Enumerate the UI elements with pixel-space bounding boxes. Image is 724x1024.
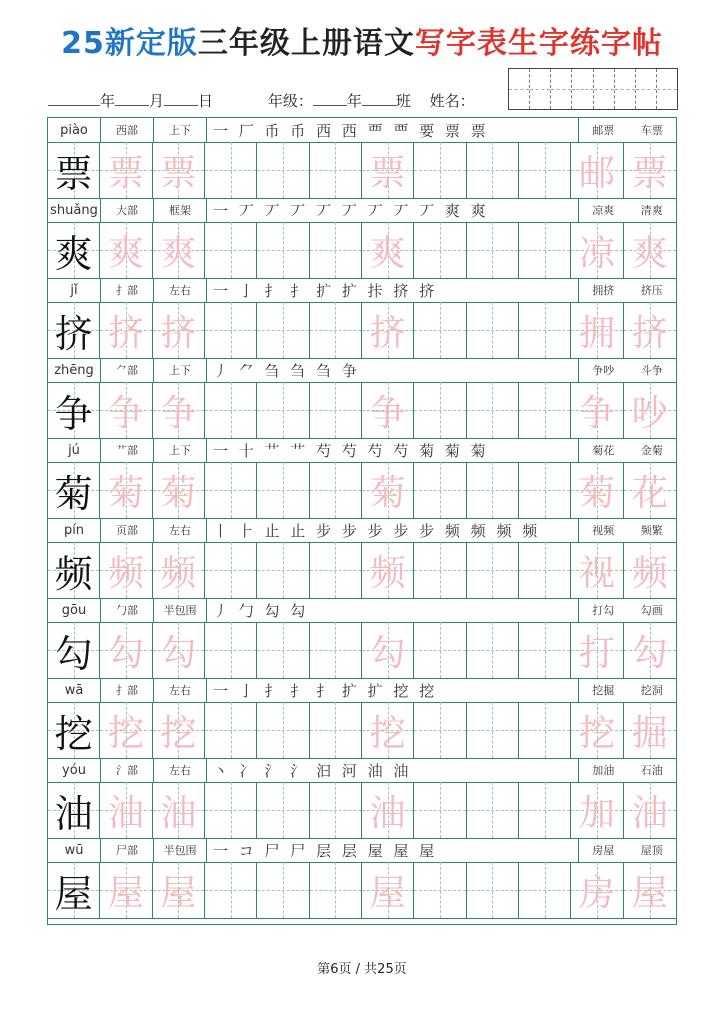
model-character: 油: [54, 791, 93, 836]
writing-cell[interactable]: [310, 862, 362, 918]
writing-row: [48, 302, 676, 359]
trace-word-char: 油: [631, 792, 668, 834]
trace-character: 票: [107, 152, 144, 194]
trace-character: 菊: [369, 472, 406, 514]
trace-word-char: 掘: [631, 712, 668, 754]
grade-blank[interactable]: [313, 91, 347, 106]
stroke-order: 一 十 艹 艹 芍 芍 芍 芍 菊 菊 菊: [207, 438, 579, 462]
writing-cell[interactable]: [519, 702, 571, 758]
writing-cell[interactable]: [257, 222, 309, 278]
trace-character: 油: [107, 792, 144, 834]
info-row: [48, 438, 676, 463]
model-cell: [48, 302, 100, 358]
writing-cell[interactable]: [467, 782, 519, 838]
writing-cell[interactable]: [519, 302, 571, 358]
writing-cell[interactable]: [467, 222, 519, 278]
example-word: 加油: [592, 764, 615, 777]
trace-cell[interactable]: [153, 542, 205, 598]
info-row: [48, 358, 676, 383]
structure: 上下: [154, 118, 207, 142]
year-label: 年: [100, 92, 116, 110]
example-word: 屋顶: [640, 844, 663, 857]
trace-word-char: 挤: [631, 312, 668, 354]
title-part-grade: 三年级上册语文: [197, 26, 415, 61]
trace-character: 争: [107, 392, 144, 434]
trace-cell[interactable]: [624, 622, 676, 678]
trace-cell[interactable]: [153, 862, 205, 918]
writing-cell[interactable]: [467, 382, 519, 438]
trace-character: 争: [160, 392, 197, 434]
model-character: 票: [54, 151, 93, 196]
stroke-order: 一 亅 扌 扌 扌 扩 扩 挖 挖: [207, 678, 579, 702]
info-row: [48, 198, 676, 223]
example-words: [579, 118, 676, 142]
trace-character: 票: [369, 152, 406, 194]
trace-character: 菊: [160, 472, 197, 514]
model-character: 争: [54, 391, 93, 436]
writing-cell[interactable]: [205, 222, 257, 278]
writing-cell[interactable]: [257, 622, 309, 678]
structure: 上下: [154, 438, 207, 462]
stroke-order: 丿 勹 勾 勾: [207, 598, 579, 622]
writing-cell[interactable]: [519, 862, 571, 918]
trace-character: 频: [369, 552, 406, 594]
trace-cell[interactable]: [624, 542, 676, 598]
month-label: 月: [149, 92, 165, 110]
writing-cell[interactable]: [414, 622, 466, 678]
pinyin: wū: [48, 838, 101, 862]
title-part-subject: 写字表生字练字帖: [414, 26, 663, 61]
trace-cell[interactable]: [624, 302, 676, 358]
trace-cell[interactable]: [362, 782, 414, 838]
pinyin: shuǎng: [48, 198, 101, 222]
trace-word-char: 房: [578, 872, 615, 914]
trace-character: 油: [160, 792, 197, 834]
info-row: [48, 118, 676, 143]
writing-cell[interactable]: [467, 622, 519, 678]
example-word: 菊花: [592, 444, 615, 457]
trace-cell[interactable]: [100, 622, 152, 678]
example-word: 挖掘: [592, 684, 615, 697]
trace-cell[interactable]: [100, 382, 152, 438]
radical: 氵部: [101, 758, 154, 782]
example-words: [579, 678, 676, 702]
example-words: [579, 278, 676, 302]
radical: 艹部: [101, 438, 154, 462]
example-words: [579, 598, 676, 622]
example-words: [579, 198, 676, 222]
trace-cell[interactable]: [153, 462, 205, 518]
writing-row: [48, 542, 676, 599]
example-word: 斗争: [640, 364, 663, 377]
writing-cell[interactable]: [257, 782, 309, 838]
trace-cell[interactable]: [362, 302, 414, 358]
trace-character: 挤: [369, 312, 406, 354]
example-word: 频繁: [640, 524, 663, 537]
stroke-order: 一 丆 丆 丆 丆 丆 丆 丆 丆 爽 爽: [207, 198, 579, 222]
writing-cell[interactable]: [414, 782, 466, 838]
radical: 大部: [101, 198, 154, 222]
model-cell: [48, 462, 100, 518]
writing-cell[interactable]: [257, 382, 309, 438]
trace-character: 挖: [107, 712, 144, 754]
trace-cell[interactable]: [624, 222, 676, 278]
trace-cell[interactable]: [153, 222, 205, 278]
model-cell: [48, 142, 100, 198]
writing-cell[interactable]: [310, 302, 362, 358]
trace-character: 勾: [369, 632, 406, 674]
trace-word-char: 凉: [578, 232, 615, 274]
radical: 扌部: [101, 678, 154, 702]
month-blank[interactable]: [115, 91, 149, 106]
pinyin: zhēng: [48, 358, 101, 382]
writing-cell[interactable]: [257, 702, 309, 758]
writing-cell[interactable]: [205, 782, 257, 838]
writing-cell[interactable]: [257, 142, 309, 198]
model-character: 爽: [54, 231, 93, 276]
trace-cell[interactable]: [153, 702, 205, 758]
pinyin: piào: [48, 118, 101, 142]
radical: 勹部: [101, 598, 154, 622]
year-blank[interactable]: [48, 91, 100, 106]
trace-word-char: 票: [631, 152, 668, 194]
trace-cell[interactable]: [153, 382, 205, 438]
info-line: [48, 90, 508, 111]
writing-cell[interactable]: [310, 142, 362, 198]
page-title: [0, 18, 724, 62]
trace-cell[interactable]: [153, 302, 205, 358]
example-words: [579, 838, 676, 862]
example-word: 凉爽: [592, 204, 615, 217]
writing-cell[interactable]: [205, 142, 257, 198]
trace-cell[interactable]: [624, 462, 676, 518]
writing-cell[interactable]: [310, 462, 362, 518]
model-character: 菊: [54, 471, 93, 516]
writing-cell[interactable]: [257, 862, 309, 918]
trace-character: 爽: [369, 232, 406, 274]
writing-cell[interactable]: [414, 862, 466, 918]
stroke-order: 一 厂 币 币 西 西 覀 覀 要 票 票: [207, 118, 579, 142]
title-part-edition: 25新定版: [61, 26, 198, 61]
stroke-order: 丿 ⺈ 刍 刍 刍 争: [207, 358, 579, 382]
trace-cell[interactable]: [362, 622, 414, 678]
trace-word-char: 爽: [631, 232, 668, 274]
writing-cell[interactable]: [519, 782, 571, 838]
trace-cell[interactable]: [100, 222, 152, 278]
structure: 上下: [154, 358, 207, 382]
info-row: [48, 678, 676, 703]
example-word: 挖洞: [640, 684, 663, 697]
example-word: 勾画: [640, 604, 663, 617]
structure: 左右: [154, 518, 207, 542]
trace-cell[interactable]: [571, 622, 623, 678]
trace-cell[interactable]: [153, 622, 205, 678]
radical: 扌部: [101, 278, 154, 302]
trace-character: 勾: [160, 632, 197, 674]
example-word: 清爽: [640, 204, 663, 217]
trace-character: 爽: [160, 232, 197, 274]
trace-cell[interactable]: [100, 782, 152, 838]
structure: 框架: [154, 198, 207, 222]
trace-character: 挤: [160, 312, 197, 354]
writing-row: [48, 702, 676, 759]
writing-cell[interactable]: [310, 622, 362, 678]
writing-row: [48, 622, 676, 679]
trace-character: 频: [107, 552, 144, 594]
trace-cell[interactable]: [100, 702, 152, 758]
writing-cell[interactable]: [467, 142, 519, 198]
example-word: 拥挤: [592, 284, 615, 297]
structure: 左右: [154, 278, 207, 302]
trace-word-char: 菊: [578, 472, 615, 514]
writing-cell[interactable]: [414, 542, 466, 598]
writing-cell[interactable]: [414, 222, 466, 278]
model-cell: [48, 782, 100, 838]
trace-cell[interactable]: [571, 782, 623, 838]
practice-sheet: [47, 117, 677, 925]
model-cell: [48, 542, 100, 598]
day-blank[interactable]: [164, 91, 198, 106]
structure: 左右: [154, 758, 207, 782]
trace-word-char: 勾: [631, 632, 668, 674]
trace-word-char: 花: [631, 472, 668, 514]
model-character: 勾: [54, 631, 93, 676]
trace-word-char: 邮: [578, 152, 615, 194]
trace-cell[interactable]: [571, 862, 623, 918]
pinyin: yóu: [48, 758, 101, 782]
radical: 尸部: [101, 838, 154, 862]
writing-row: [48, 782, 676, 839]
writing-cell[interactable]: [414, 462, 466, 518]
writing-cell[interactable]: [310, 542, 362, 598]
writing-cell[interactable]: [467, 462, 519, 518]
trace-cell[interactable]: [100, 142, 152, 198]
example-words: [579, 438, 676, 462]
info-row: [48, 278, 676, 303]
trace-word-char: 屋: [631, 872, 668, 914]
page-footer: 第6页 / 共25页: [317, 962, 407, 977]
name-writing-grid[interactable]: [508, 68, 678, 110]
info-row: [48, 598, 676, 623]
trace-cell[interactable]: [100, 862, 152, 918]
trace-cell[interactable]: [362, 382, 414, 438]
writing-cell[interactable]: [310, 222, 362, 278]
writing-cell[interactable]: [257, 542, 309, 598]
trace-cell[interactable]: [571, 702, 623, 758]
example-word: 房屋: [592, 844, 615, 857]
writing-cell[interactable]: [205, 302, 257, 358]
writing-row: [48, 862, 676, 919]
writing-cell[interactable]: [519, 142, 571, 198]
writing-cell[interactable]: [519, 222, 571, 278]
trace-cell[interactable]: [362, 702, 414, 758]
writing-cell[interactable]: [205, 862, 257, 918]
trace-word-char: 拥: [578, 312, 615, 354]
pinyin: pín: [48, 518, 101, 542]
trace-character: 屋: [107, 872, 144, 914]
example-words: [579, 758, 676, 782]
grade-year-label: 年: [346, 92, 362, 110]
example-words: [579, 518, 676, 542]
writing-cell[interactable]: [310, 382, 362, 438]
example-words: [579, 358, 676, 382]
stroke-order: 丨 ⺊ 止 止 步 步 步 步 步 频 频 频 频: [207, 518, 579, 542]
trace-cell[interactable]: [571, 382, 623, 438]
trace-cell[interactable]: [362, 222, 414, 278]
pinyin: gōu: [48, 598, 101, 622]
trace-word-char: 频: [631, 552, 668, 594]
trace-cell[interactable]: [362, 542, 414, 598]
model-cell: [48, 862, 100, 918]
example-word: 车票: [640, 124, 663, 137]
writing-cell[interactable]: [414, 702, 466, 758]
model-character: 挖: [54, 711, 93, 756]
model-character: 挤: [54, 311, 93, 356]
stroke-order: 丶 冫 氵 氵 汩 河 油 油: [207, 758, 579, 782]
trace-word-char: 吵: [631, 392, 668, 434]
trace-cell[interactable]: [571, 222, 623, 278]
trace-cell[interactable]: [100, 462, 152, 518]
example-word: 石油: [640, 764, 663, 777]
trace-character: 油: [369, 792, 406, 834]
writing-cell[interactable]: [205, 702, 257, 758]
day-label: 日: [198, 92, 214, 110]
writing-row: [48, 142, 676, 199]
structure: 半包围: [154, 598, 207, 622]
class-blank[interactable]: [362, 91, 396, 106]
trace-cell[interactable]: [100, 302, 152, 358]
structure: 半包围: [154, 838, 207, 862]
model-cell: [48, 222, 100, 278]
trace-cell[interactable]: [624, 382, 676, 438]
structure: 左右: [154, 678, 207, 702]
writing-row: [48, 382, 676, 439]
trace-cell[interactable]: [624, 782, 676, 838]
trace-character: 屋: [160, 872, 197, 914]
trace-cell[interactable]: [624, 862, 676, 918]
writing-row: [48, 222, 676, 279]
writing-cell[interactable]: [519, 622, 571, 678]
trace-cell[interactable]: [571, 542, 623, 598]
trace-cell[interactable]: [571, 142, 623, 198]
trace-character: 挖: [369, 712, 406, 754]
writing-cell[interactable]: [467, 702, 519, 758]
writing-cell[interactable]: [257, 302, 309, 358]
writing-cell[interactable]: [205, 542, 257, 598]
trace-word-char: 加: [578, 792, 615, 834]
trace-character: 屋: [369, 872, 406, 914]
stroke-order: 一 コ 尸 尸 层 层 屋 屋 屋: [207, 838, 579, 862]
trace-cell[interactable]: [571, 462, 623, 518]
info-row: [48, 758, 676, 783]
name-label: 姓名：: [429, 92, 475, 110]
trace-word-char: 打: [578, 632, 615, 674]
trace-cell[interactable]: [153, 142, 205, 198]
model-cell: [48, 622, 100, 678]
trace-cell[interactable]: [362, 142, 414, 198]
trace-character: 挖: [160, 712, 197, 754]
writing-cell[interactable]: [467, 302, 519, 358]
trace-character: 挤: [107, 312, 144, 354]
example-word: 挤压: [640, 284, 663, 297]
example-word: 打勾: [592, 604, 615, 617]
example-word: 争吵: [592, 364, 615, 377]
info-row: [48, 838, 676, 863]
trace-cell[interactable]: [624, 142, 676, 198]
trace-word-char: 争: [578, 392, 615, 434]
model-cell: [48, 382, 100, 438]
writing-row: [48, 462, 676, 519]
model-character: 屋: [54, 871, 93, 916]
trace-character: 爽: [107, 232, 144, 274]
trace-character: 菊: [107, 472, 144, 514]
writing-cell[interactable]: [467, 862, 519, 918]
example-word: 视频: [592, 524, 615, 537]
trace-cell[interactable]: [362, 862, 414, 918]
example-word: 邮票: [592, 124, 615, 137]
writing-cell[interactable]: [414, 142, 466, 198]
trace-character: 频: [160, 552, 197, 594]
class-label: 班: [395, 92, 411, 110]
model-character: 频: [54, 551, 93, 596]
writing-cell[interactable]: [205, 622, 257, 678]
radical: 页部: [101, 518, 154, 542]
writing-cell[interactable]: [205, 462, 257, 518]
writing-cell[interactable]: [467, 542, 519, 598]
stroke-order: 一 亅 扌 扌 扩 扩 拤 挤 挤: [207, 278, 579, 302]
writing-cell[interactable]: [519, 542, 571, 598]
example-word: 金菊: [640, 444, 663, 457]
pinyin: wā: [48, 678, 101, 702]
writing-cell[interactable]: [519, 382, 571, 438]
trace-cell[interactable]: [571, 302, 623, 358]
writing-cell[interactable]: [519, 462, 571, 518]
writing-cell[interactable]: [257, 462, 309, 518]
writing-cell[interactable]: [414, 302, 466, 358]
pinyin: jǐ: [48, 278, 101, 302]
trace-character: 票: [160, 152, 197, 194]
trace-word-char: 视: [578, 552, 615, 594]
trace-cell[interactable]: [100, 542, 152, 598]
radical: 西部: [101, 118, 154, 142]
info-row: [48, 518, 676, 543]
grade-label: 年级：: [267, 92, 313, 110]
trace-character: 勾: [107, 632, 144, 674]
writing-cell[interactable]: [310, 782, 362, 838]
writing-cell[interactable]: [414, 382, 466, 438]
trace-word-char: 挖: [578, 712, 615, 754]
trace-cell[interactable]: [362, 462, 414, 518]
writing-cell[interactable]: [310, 702, 362, 758]
trace-character: 争: [369, 392, 406, 434]
trace-cell[interactable]: [624, 702, 676, 758]
radical: ⺈部: [101, 358, 154, 382]
trace-cell[interactable]: [153, 782, 205, 838]
pinyin: jú: [48, 438, 101, 462]
model-cell: [48, 702, 100, 758]
writing-cell[interactable]: [205, 382, 257, 438]
